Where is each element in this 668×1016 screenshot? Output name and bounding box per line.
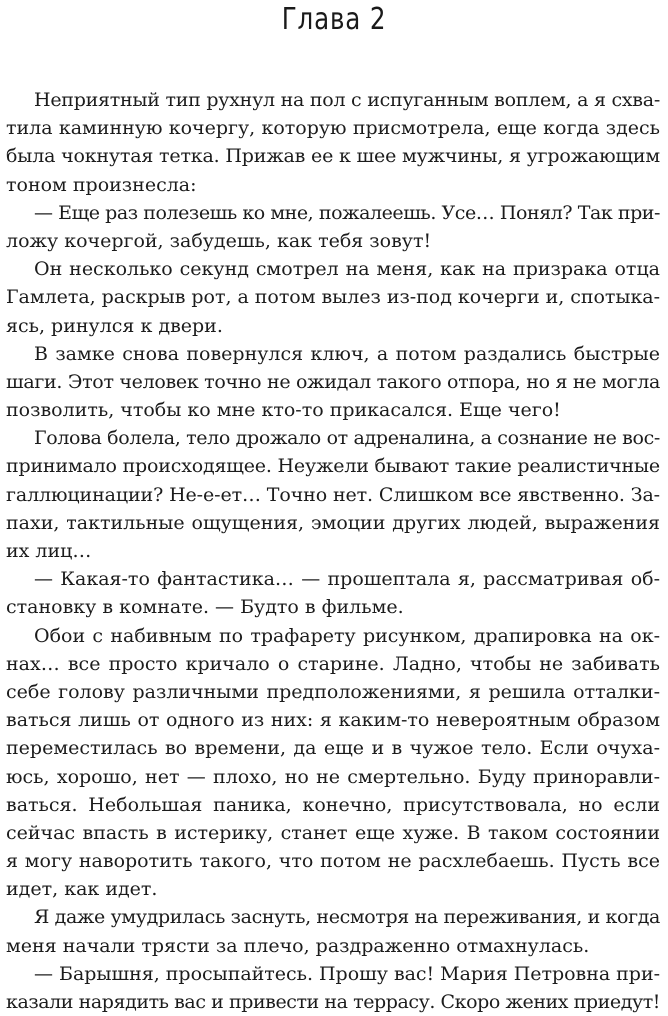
text-line: переместилась во времени, да еще и в чужое тело. Если очуха-	[6, 737, 660, 760]
text-line: В замке снова повернулся ключ, а потом раздались быстрые	[34, 342, 660, 365]
text-line: Он несколько секунд смотрел на меня, как на призрака отца	[34, 258, 660, 281]
text-line: пахи, тактильные ощущения, эмоции других людей, выражения	[6, 511, 660, 534]
chapter-title: Глава 2	[281, 2, 387, 37]
text-line: была чокнутая тетка. Прижав ее к шее мужчины, я угрожающим	[6, 145, 660, 168]
text-line: Голова болела, тело дрожало от адреналина, а сознание не вос-	[34, 427, 660, 450]
text-line: ваться. Небольшая паника, конечно, присутствовала, но если	[6, 793, 660, 816]
text-line: юсь, хорошо, нет — плохо, но не смертельно. Буду приноравли-	[6, 765, 660, 788]
text-line: идет, как идет.	[6, 878, 158, 901]
text-line: галлюцинации? Не-е-ет… Точно нет. Слишком все явственно. За-	[6, 483, 660, 506]
text-line: их лиц…	[6, 540, 92, 562]
text-line: позволить, чтобы ко мне кто-то прикасался. Еще чего!	[6, 399, 561, 422]
text-line: Я даже умудрилась заснуть, несмотря на переживания, и когда	[34, 906, 660, 929]
text-line: я могу наворотить такого, что потом не расхлебаешь. Пусть все	[6, 850, 660, 873]
text-line: нах… все просто кричало о старине. Ладно, чтобы не забивать	[6, 652, 660, 675]
text-line: сейчас впасть в истерику, станет еще хуже. В таком состоянии	[6, 821, 660, 844]
chapter-body-text	[6, 86, 660, 1016]
text-line: тила каминную кочергу, которую присмотрела, еще когда здесь	[6, 117, 660, 140]
text-line: — Еще раз полезешь ко мне, пожалеешь. Усе… Понял? Так при-	[34, 201, 660, 224]
text-line: шаги. Этот человек точно не ожидал такого отпора, но я не могла	[6, 370, 660, 393]
text-line: тоном произнесла:	[6, 173, 197, 196]
text-line: Гамлета, раскрыв рот, а потом вылез из-под кочерги и, спотыка-	[6, 286, 660, 309]
text-line: ваться лишь от одного из них: я каким-то невероятным образом	[6, 709, 660, 732]
text-line: себе голову различными предположениями, я решила отталки-	[6, 680, 660, 703]
text-line: становку в комнате. — Будто в фильме.	[6, 596, 404, 619]
text-line: принимало происходящее. Неужели бывают такие реалистичные	[6, 455, 660, 478]
text-line: — Барышня, просыпайтесь. Прошу вас! Мария Петровна при-	[34, 962, 660, 985]
text-line: ясь, ринулся к двери.	[6, 314, 223, 337]
text-line: ложу кочергой, забудешь, как тебя зовут!	[6, 229, 432, 252]
text-line: казали нарядить вас и привести на террасу. Скоро жених приедут!	[6, 991, 660, 1013]
text-line: меня начали трясти за плечо, раздраженно отмахнулась.	[6, 934, 590, 957]
text-line: Обои с набивным по трафарету рисунком, драпировка на ок-	[34, 624, 660, 647]
text-line: — Какая-то фантастика… — прошептала я, рассматривая об-	[34, 568, 660, 591]
text-line: Неприятный тип рухнул на пол с испуганным воплем, а я схва-	[34, 89, 660, 111]
